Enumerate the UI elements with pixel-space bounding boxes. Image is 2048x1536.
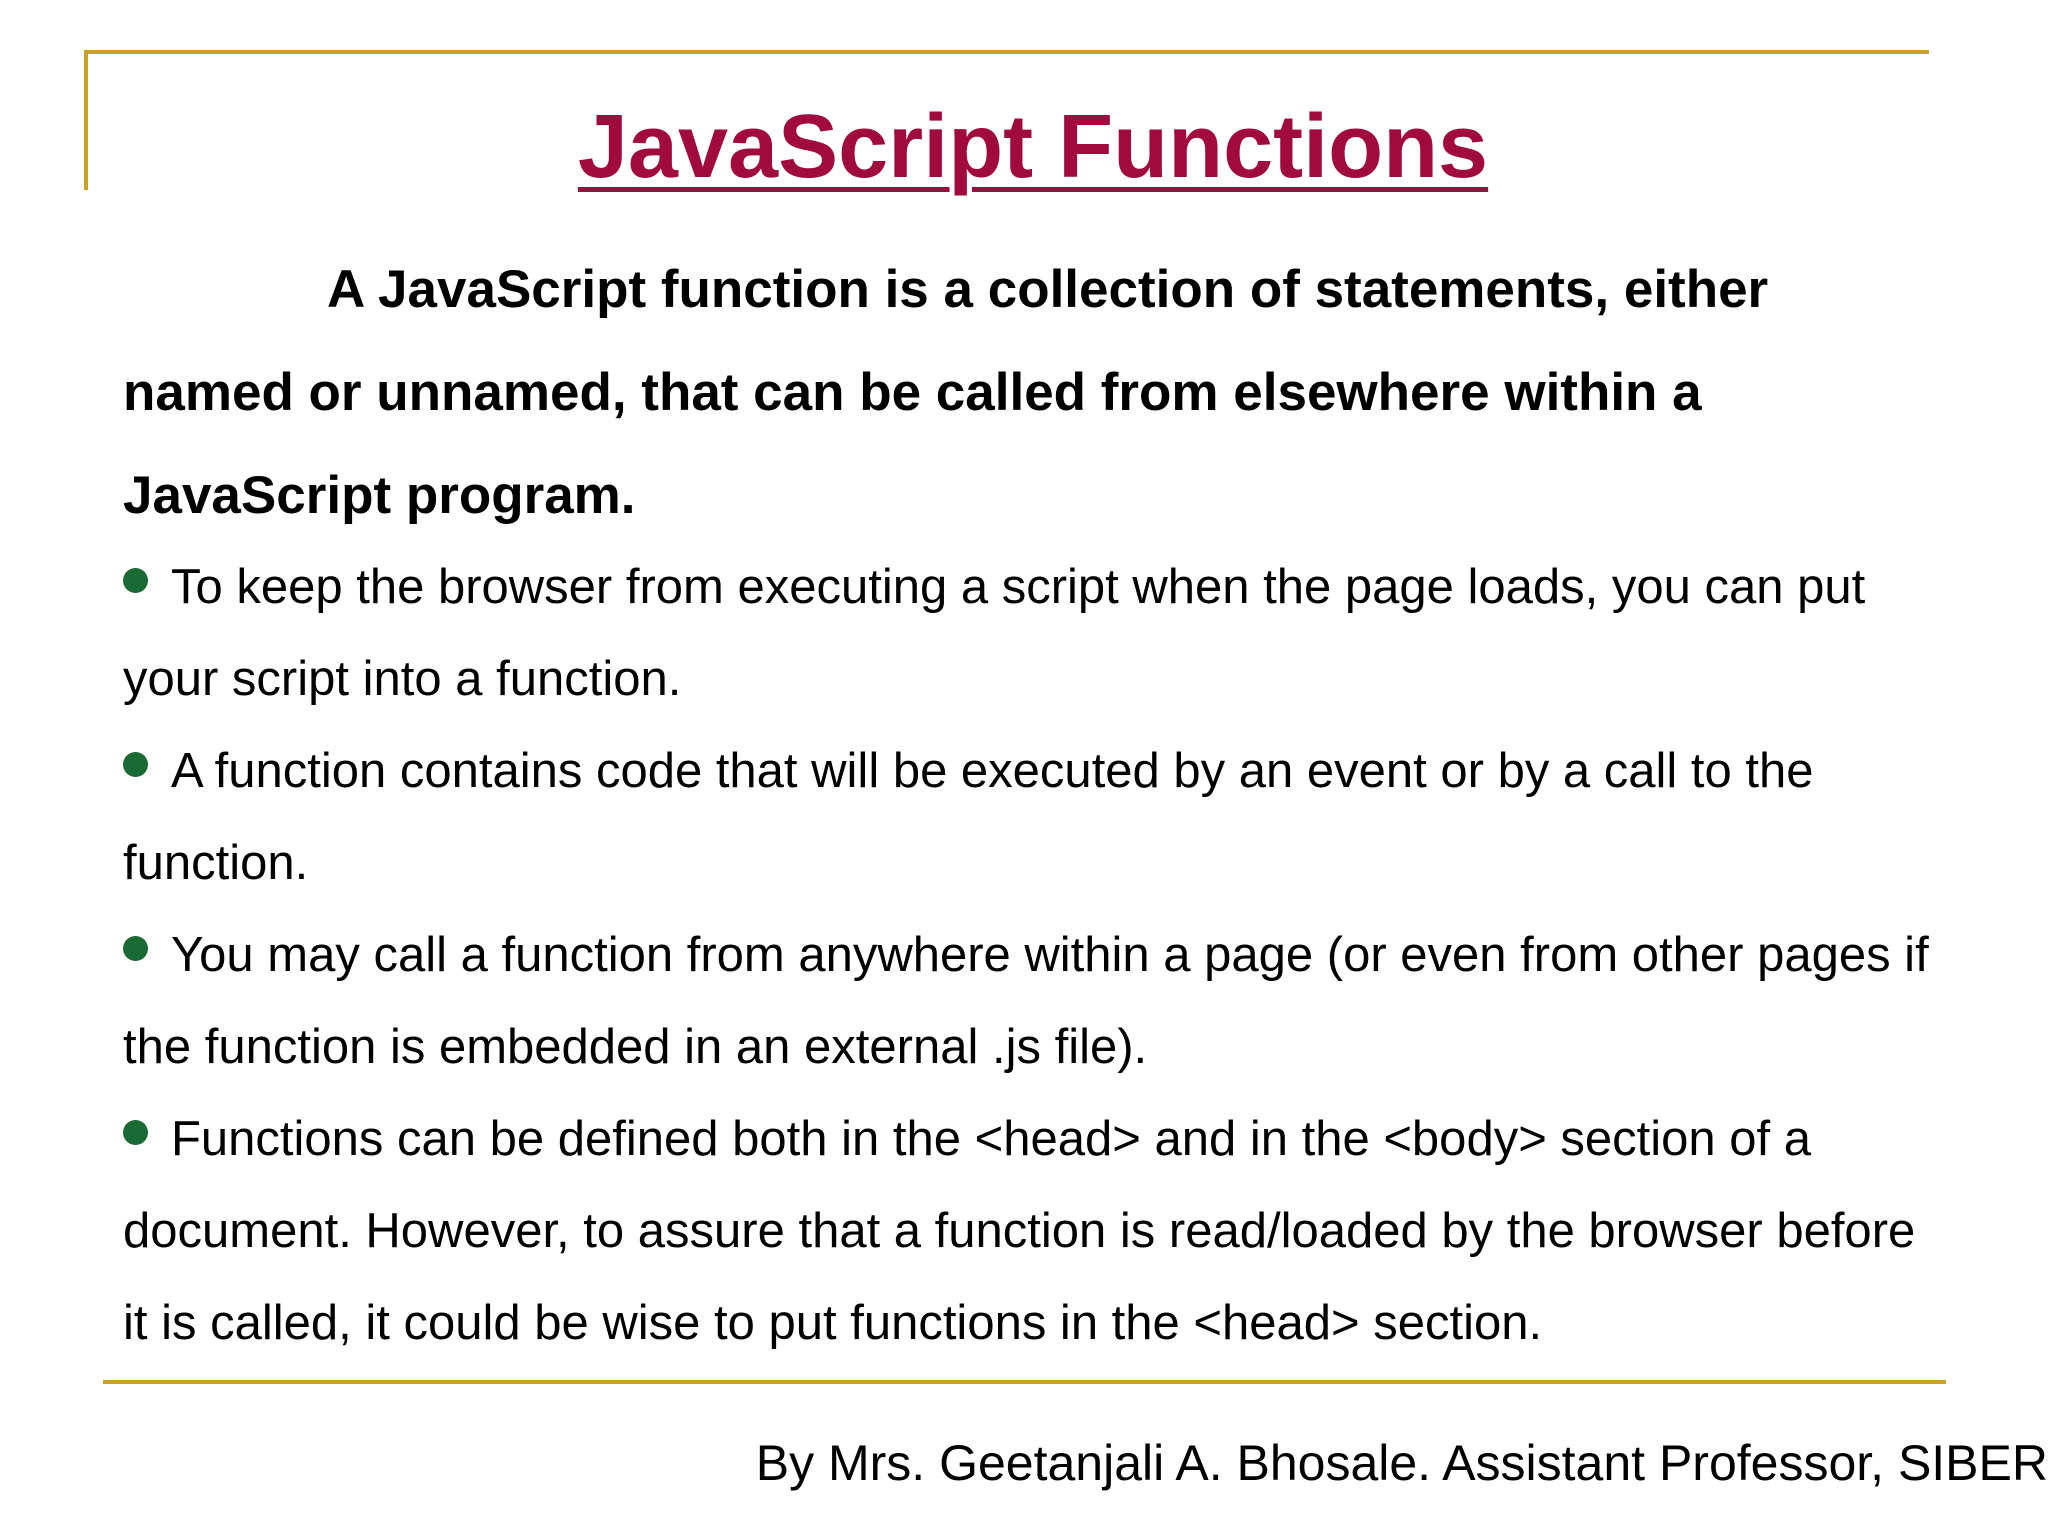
top-rule xyxy=(84,50,1929,54)
bullet-text: Functions can be defined both in the <head> and in the <body> section of a document. However, to assure that a function is read/loaded by the browser before it is called, it could be wise to put functions in the <head> section. xyxy=(123,1112,1916,1350)
bullet-item xyxy=(123,909,1953,1093)
bullet-item xyxy=(123,541,1953,725)
bullet-text: You may call a function from anywhere within a page (or even from other pages if the function is embedded in an external .js file). xyxy=(123,928,1929,1074)
bullet-list xyxy=(123,541,1953,1369)
bottom-rule xyxy=(103,1380,1946,1384)
bullet-text: To keep the browser from executing a script when the page loads, you can put your script into a function. xyxy=(123,560,1866,706)
intro-paragraph: A JavaScript function is a collection of statements, either named or unnamed, that can be called from elsewhere within a JavaScript program. xyxy=(123,260,1769,525)
bullet-text: A function contains code that will be executed by an event or by a call to the function. xyxy=(123,744,1814,890)
bullet-dot-icon xyxy=(123,752,148,777)
bullet-dot-icon xyxy=(123,568,148,593)
bullet-item xyxy=(123,725,1953,909)
footer-credit: By Mrs. Geetanjali A. Bhosale. Assistant Professor, SIBER xyxy=(755,1435,2048,1491)
slide-title: JavaScript Functions xyxy=(577,97,1489,197)
bullet-dot-icon xyxy=(123,936,148,961)
bullet-dot-icon xyxy=(123,1120,148,1145)
bullet-item xyxy=(123,1093,1953,1369)
